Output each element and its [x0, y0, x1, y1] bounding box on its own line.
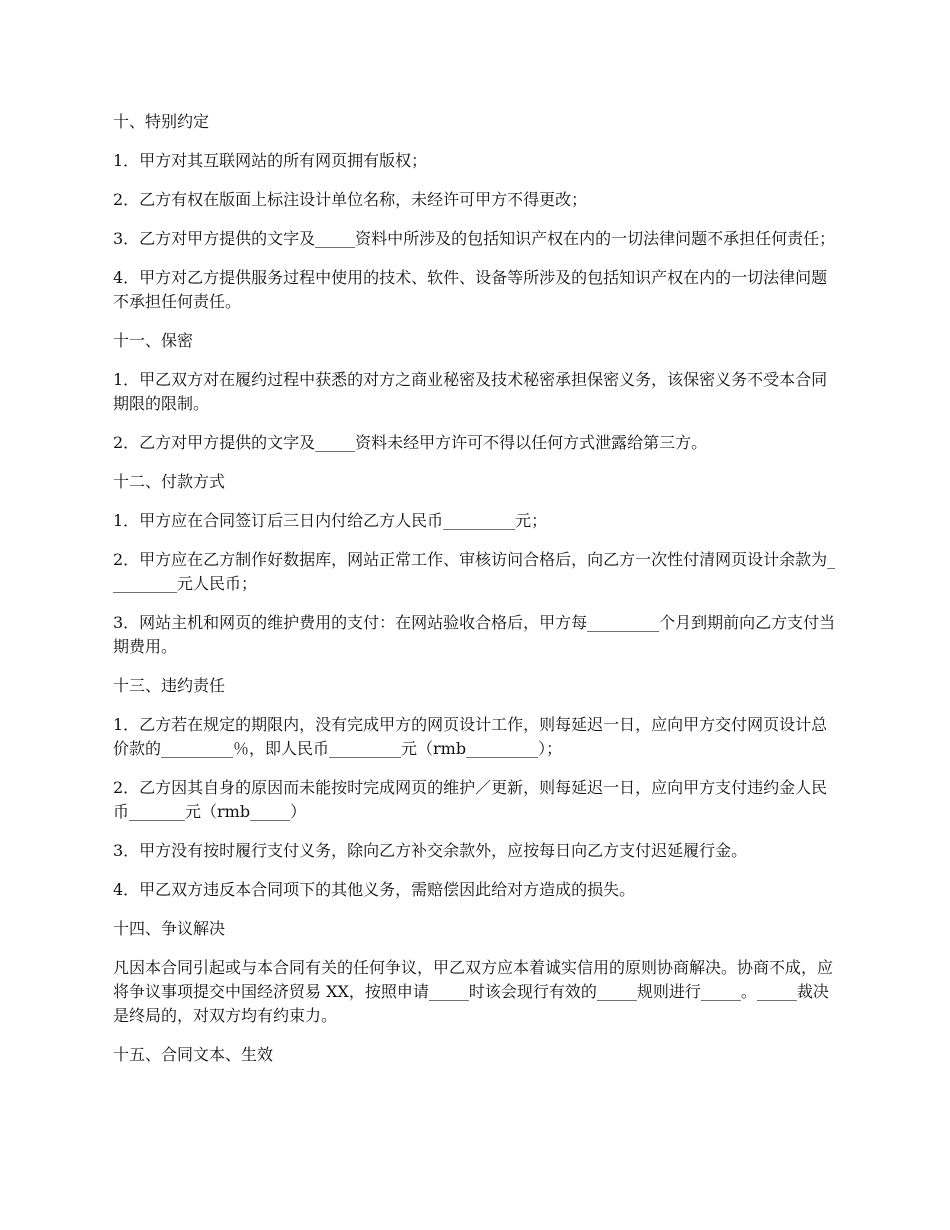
- clause-14-text: 凡因本合同引起或与本合同有关的任何争议，甲乙双方应本着诚实信用的原则协商解决。协商不成，应将争议事项提交中国经济贸易 XX，按照申请_____时该会现行有效的_____规则进行_____。_____裁决是终局的，对双方均有约束力。: [113, 958, 834, 1025]
- section-heading-dispute: 十四、争议解决: [113, 919, 226, 938]
- clause-10-4: 4．甲方对乙方提供服务过程中使用的技术、软件、设备等所涉及的包括知识产权在内的一切法律问题不承担任何责任。: [113, 268, 828, 311]
- clause-13-1: 1．乙方若在规定的期限内，没有完成甲方的网页设计工作，则每延迟一日，应向甲方交付网页设计总价款的_________％，即人民币_________元（rmb_________）；: [113, 715, 828, 758]
- clause-13-3: 3．甲方没有按时履行支付义务，除向乙方补交余款外，应按每日向乙方支付迟延履行金。: [113, 841, 748, 860]
- clause-13-2: 2．乙方因其自身的原因而未能按时完成网页的维护／更新，则每延迟一日，应向甲方支付违约金人民币_______元（rmb_____）: [113, 778, 828, 821]
- section-heading-liability: 十三、违约责任: [113, 676, 226, 695]
- clause-12-3: 3．网站主机和网页的维护费用的支付：在网站验收合格后，甲方每_________个月到期前向乙方支付当期费用。: [113, 613, 836, 656]
- clause-11-2: 2．乙方对甲方提供的文字及_____资料未经甲方许可不得以任何方式泄露给第三方。: [113, 433, 708, 452]
- clause-12-2: 2．甲方应在乙方制作好数据库，网站正常工作、审核访问合格后，向乙方一次性付清网页设计余款为_________元人民币；: [113, 550, 836, 593]
- clause-10-1: 1．甲方对其互联网站的所有网页拥有版权；: [113, 151, 428, 170]
- clause-12-1: 1．甲方应在合同签订后三日内付给乙方人民币_________元；: [113, 511, 548, 530]
- clause-13-4: 4．甲乙双方违反本合同项下的其他义务，需赔偿因此给对方造成的损失。: [113, 880, 636, 899]
- clause-11-1: 1．甲乙双方对在履约过程中获悉的对方之商业秘密及技术秘密承担保密义务，该保密义务不受本合同期限的限制。: [113, 370, 828, 413]
- section-heading-special-agreement: 十、特别约定: [113, 112, 210, 131]
- clause-10-3: 3．乙方对甲方提供的文字及_____资料中所涉及的包括知识产权在内的一切法律问题不承担任何责任；: [113, 229, 836, 248]
- section-heading-confidentiality: 十一、保密: [113, 331, 194, 350]
- section-heading-text-effectiveness: 十五、合同文本、生效: [113, 1045, 274, 1064]
- clause-10-2: 2．乙方有权在版面上标注设计单位名称，未经许可甲方不得更改；: [113, 190, 588, 209]
- document-body: [113, 110, 843, 1082]
- section-heading-payment: 十二、付款方式: [113, 472, 226, 491]
